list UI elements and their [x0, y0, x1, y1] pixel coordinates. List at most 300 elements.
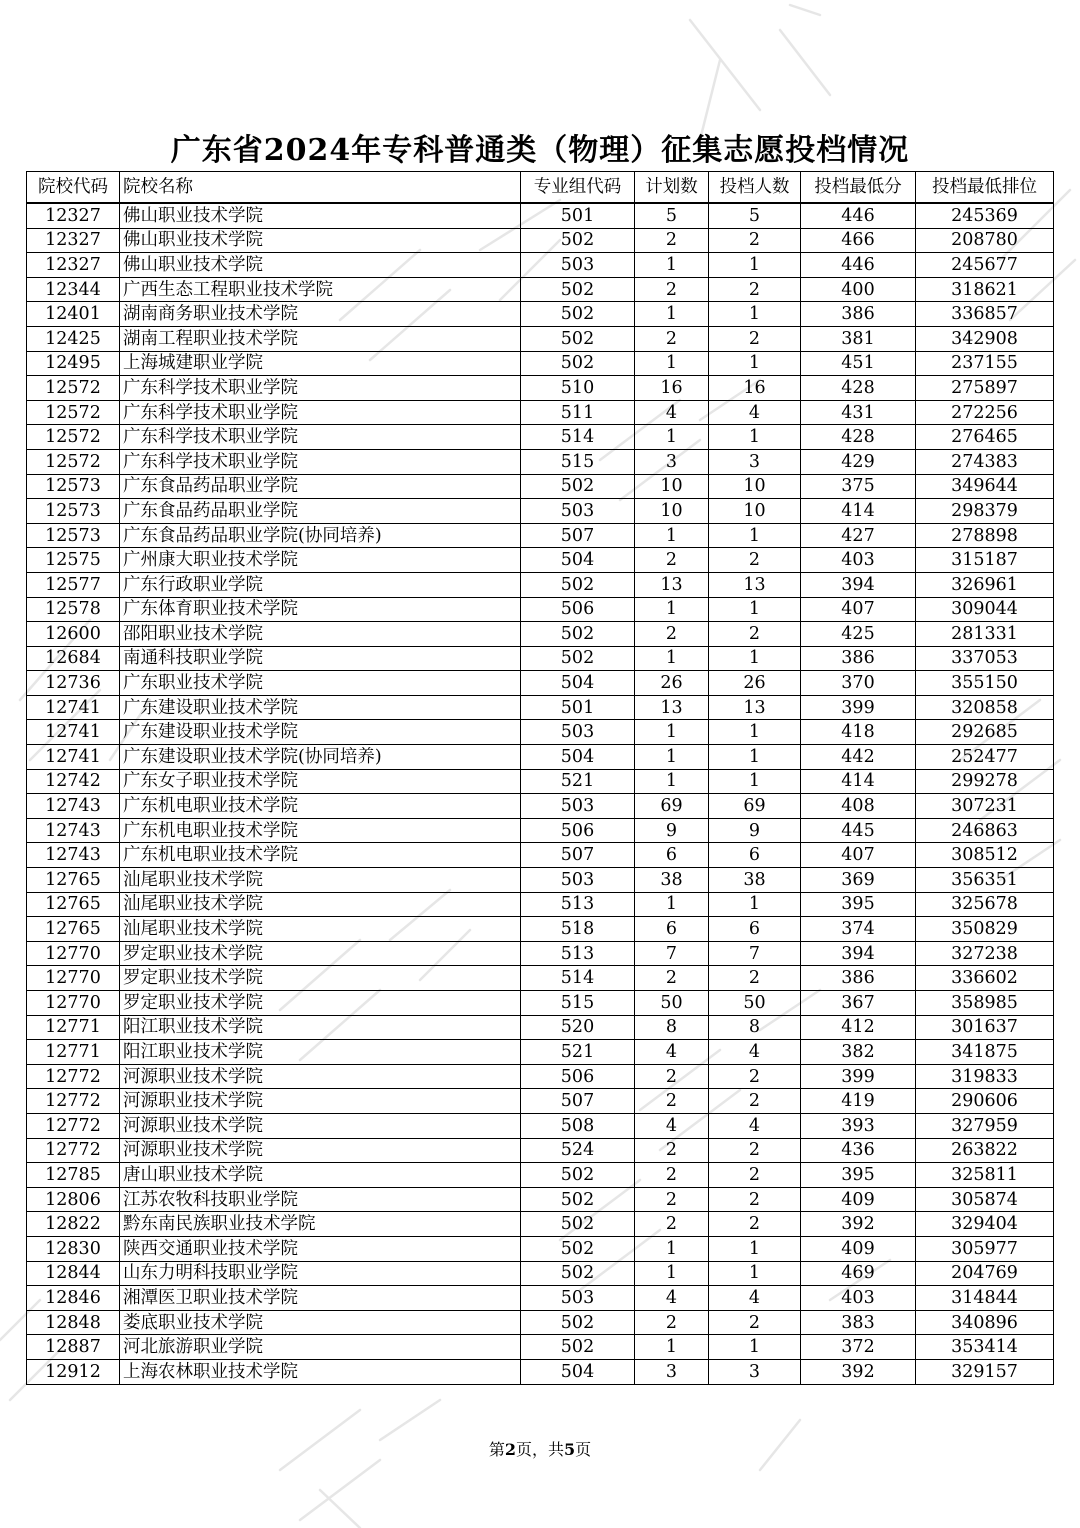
- cell-admitted-count: 5: [709, 203, 801, 228]
- cell-major-group-code: 520: [521, 1015, 635, 1040]
- cell-school-code: 12327: [27, 253, 120, 278]
- cell-min-rank: 307231: [916, 794, 1054, 819]
- cell-min-rank: 246863: [916, 818, 1054, 843]
- cell-school-code: 12573: [27, 523, 120, 548]
- cell-min-rank: 349644: [916, 474, 1054, 499]
- cell-major-group-code: 521: [521, 769, 635, 794]
- cell-school-code: 12401: [27, 302, 120, 327]
- cell-school-name: 罗定职业技术学院: [120, 966, 521, 991]
- cell-admitted-count: 6: [709, 917, 801, 942]
- cell-min-rank: 358985: [916, 991, 1054, 1016]
- cell-admitted-count: 4: [709, 1040, 801, 1065]
- cell-min-score: 399: [801, 1064, 916, 1089]
- cell-major-group-code: 501: [521, 203, 635, 228]
- cell-min-rank: 278898: [916, 523, 1054, 548]
- table-row: [27, 966, 1054, 991]
- footer-prefix: 第: [488, 1440, 505, 1459]
- cell-admitted-count: 2: [709, 228, 801, 253]
- cell-school-code: 12846: [27, 1286, 120, 1311]
- cell-school-code: 12844: [27, 1261, 120, 1286]
- cell-min-rank: 355150: [916, 671, 1054, 696]
- cell-plan-count: 2: [635, 622, 709, 647]
- cell-admitted-count: 2: [709, 1310, 801, 1335]
- table-row: [27, 818, 1054, 843]
- cell-min-rank: 314844: [916, 1286, 1054, 1311]
- table-row: [27, 523, 1054, 548]
- table-row: [27, 474, 1054, 499]
- cell-school-name: 上海城建职业学院: [120, 351, 521, 376]
- cell-plan-count: 2: [635, 1064, 709, 1089]
- cell-major-group-code: 501: [521, 695, 635, 720]
- cell-plan-count: 13: [635, 695, 709, 720]
- cell-min-score: 403: [801, 548, 916, 573]
- cell-plan-count: 7: [635, 941, 709, 966]
- table-row: [27, 499, 1054, 524]
- cell-school-code: 12806: [27, 1187, 120, 1212]
- cell-school-name: 上海农林职业技术学院: [120, 1359, 521, 1384]
- cell-plan-count: 2: [635, 1089, 709, 1114]
- cell-school-name: 佛山职业技术学院: [120, 203, 521, 228]
- cell-major-group-code: 506: [521, 1064, 635, 1089]
- cell-min-score: 403: [801, 1286, 916, 1311]
- cell-admitted-count: 8: [709, 1015, 801, 1040]
- cell-major-group-code: 503: [521, 794, 635, 819]
- cell-school-code: 12572: [27, 425, 120, 450]
- page-footer: [0, 1437, 1080, 1460]
- cell-school-code: 12736: [27, 671, 120, 696]
- cell-admitted-count: 2: [709, 1064, 801, 1089]
- table-row: [27, 1359, 1054, 1384]
- cell-major-group-code: 507: [521, 1089, 635, 1114]
- cell-min-rank: 298379: [916, 499, 1054, 524]
- cell-min-rank: 336602: [916, 966, 1054, 991]
- cell-school-name: 黔东南民族职业技术学院: [120, 1212, 521, 1237]
- cell-min-score: 428: [801, 376, 916, 401]
- cell-min-score: 394: [801, 941, 916, 966]
- cell-school-name: 汕尾职业技术学院: [120, 917, 521, 942]
- cell-min-rank: 252477: [916, 745, 1054, 770]
- cell-min-rank: 309044: [916, 597, 1054, 622]
- cell-admitted-count: 69: [709, 794, 801, 819]
- cell-min-rank: 342908: [916, 326, 1054, 351]
- cell-school-code: 12765: [27, 917, 120, 942]
- cell-plan-count: 26: [635, 671, 709, 696]
- cell-major-group-code: 524: [521, 1138, 635, 1163]
- table-row: [27, 425, 1054, 450]
- cell-min-rank: 340896: [916, 1310, 1054, 1335]
- cell-major-group-code: 513: [521, 892, 635, 917]
- cell-min-score: 428: [801, 425, 916, 450]
- cell-min-score: 436: [801, 1138, 916, 1163]
- table-row: [27, 376, 1054, 401]
- cell-plan-count: 1: [635, 769, 709, 794]
- table-row: [27, 277, 1054, 302]
- cell-school-name: 广东建设职业技术学院(协同培养): [120, 745, 521, 770]
- cell-school-code: 12771: [27, 1015, 120, 1040]
- cell-min-score: 407: [801, 597, 916, 622]
- table-row: [27, 1187, 1054, 1212]
- table-row: [27, 1040, 1054, 1065]
- cell-min-score: 393: [801, 1113, 916, 1138]
- cell-min-score: 370: [801, 671, 916, 696]
- cell-admitted-count: 1: [709, 892, 801, 917]
- table-row: [27, 1212, 1054, 1237]
- cell-major-group-code: 502: [521, 572, 635, 597]
- cell-admitted-count: 6: [709, 843, 801, 868]
- col-header-school-code: 院校代码: [27, 172, 120, 204]
- cell-school-name: 罗定职业技术学院: [120, 991, 521, 1016]
- cell-admitted-count: 38: [709, 868, 801, 893]
- cell-min-score: 400: [801, 277, 916, 302]
- cell-admitted-count: 13: [709, 695, 801, 720]
- cell-plan-count: 2: [635, 228, 709, 253]
- cell-min-rank: 327238: [916, 941, 1054, 966]
- table-row: [27, 1286, 1054, 1311]
- cell-major-group-code: 502: [521, 302, 635, 327]
- cell-major-group-code: 502: [521, 228, 635, 253]
- cell-admitted-count: 4: [709, 1286, 801, 1311]
- cell-major-group-code: 507: [521, 843, 635, 868]
- cell-major-group-code: 502: [521, 277, 635, 302]
- cell-min-score: 375: [801, 474, 916, 499]
- cell-min-rank: 245677: [916, 253, 1054, 278]
- cell-school-code: 12848: [27, 1310, 120, 1335]
- cell-plan-count: 6: [635, 843, 709, 868]
- cell-min-score: 469: [801, 1261, 916, 1286]
- cell-min-score: 395: [801, 1163, 916, 1188]
- cell-school-name: 汕尾职业技术学院: [120, 868, 521, 893]
- cell-min-rank: 245369: [916, 203, 1054, 228]
- cell-min-rank: 290606: [916, 1089, 1054, 1114]
- cell-min-rank: 208780: [916, 228, 1054, 253]
- cell-school-code: 12887: [27, 1335, 120, 1360]
- cell-plan-count: 6: [635, 917, 709, 942]
- cell-admitted-count: 1: [709, 720, 801, 745]
- cell-admitted-count: 16: [709, 376, 801, 401]
- cell-admitted-count: 4: [709, 400, 801, 425]
- table-row: [27, 1138, 1054, 1163]
- cell-plan-count: 2: [635, 1310, 709, 1335]
- cell-admitted-count: 4: [709, 1113, 801, 1138]
- cell-plan-count: 2: [635, 966, 709, 991]
- cell-min-rank: 292685: [916, 720, 1054, 745]
- footer-suffix: 页: [575, 1440, 592, 1459]
- table-row: [27, 794, 1054, 819]
- cell-school-code: 12765: [27, 892, 120, 917]
- cell-school-code: 12772: [27, 1113, 120, 1138]
- cell-school-code: 12772: [27, 1089, 120, 1114]
- cell-plan-count: 1: [635, 425, 709, 450]
- cell-major-group-code: 506: [521, 818, 635, 843]
- cell-plan-count: 4: [635, 1040, 709, 1065]
- cell-admitted-count: 50: [709, 991, 801, 1016]
- cell-major-group-code: 502: [521, 1212, 635, 1237]
- cell-school-name: 广西生态工程职业技术学院: [120, 277, 521, 302]
- cell-major-group-code: 502: [521, 622, 635, 647]
- cell-min-score: 392: [801, 1359, 916, 1384]
- cell-admitted-count: 1: [709, 253, 801, 278]
- cell-major-group-code: 502: [521, 1163, 635, 1188]
- table-row: [27, 622, 1054, 647]
- table-row: [27, 991, 1054, 1016]
- cell-min-score: 408: [801, 794, 916, 819]
- cell-school-name: 江苏农牧科技职业学院: [120, 1187, 521, 1212]
- cell-min-score: 383: [801, 1310, 916, 1335]
- cell-min-score: 386: [801, 302, 916, 327]
- cell-school-name: 唐山职业技术学院: [120, 1163, 521, 1188]
- cell-min-score: 429: [801, 449, 916, 474]
- table-header-row: [27, 172, 1054, 204]
- cell-min-rank: 350829: [916, 917, 1054, 942]
- cell-min-rank: 320858: [916, 695, 1054, 720]
- cell-min-score: 372: [801, 1335, 916, 1360]
- cell-admitted-count: 1: [709, 769, 801, 794]
- cell-major-group-code: 514: [521, 966, 635, 991]
- cell-admitted-count: 2: [709, 548, 801, 573]
- cell-plan-count: 1: [635, 1335, 709, 1360]
- cell-admitted-count: 2: [709, 966, 801, 991]
- cell-min-score: 386: [801, 966, 916, 991]
- cell-school-name: 陕西交通职业技术学院: [120, 1236, 521, 1261]
- admission-table: [26, 171, 1054, 1385]
- cell-min-rank: 319833: [916, 1064, 1054, 1089]
- cell-school-name: 广东食品药品职业学院(协同培养): [120, 523, 521, 548]
- cell-school-code: 12770: [27, 966, 120, 991]
- cell-plan-count: 1: [635, 253, 709, 278]
- cell-school-code: 12577: [27, 572, 120, 597]
- col-header-admitted-count: 投档人数: [709, 172, 801, 204]
- cell-major-group-code: 503: [521, 499, 635, 524]
- cell-major-group-code: 502: [521, 351, 635, 376]
- cell-min-rank: 263822: [916, 1138, 1054, 1163]
- cell-school-name: 湖南商务职业技术学院: [120, 302, 521, 327]
- cell-plan-count: 10: [635, 474, 709, 499]
- col-header-min-rank: 投档最低排位: [916, 172, 1054, 204]
- table-row: [27, 1335, 1054, 1360]
- cell-min-rank: 308512: [916, 843, 1054, 868]
- cell-min-rank: 305874: [916, 1187, 1054, 1212]
- table-row: [27, 1310, 1054, 1335]
- table-row: [27, 1236, 1054, 1261]
- cell-school-name: 佛山职业技术学院: [120, 253, 521, 278]
- cell-major-group-code: 515: [521, 991, 635, 1016]
- cell-school-code: 12743: [27, 843, 120, 868]
- table-row: [27, 868, 1054, 893]
- cell-school-name: 娄底职业技术学院: [120, 1310, 521, 1335]
- table-row: [27, 892, 1054, 917]
- cell-min-score: 425: [801, 622, 916, 647]
- cell-plan-count: 1: [635, 720, 709, 745]
- table-row: [27, 203, 1054, 228]
- table-row: [27, 720, 1054, 745]
- cell-school-name: 湘潭医卫职业技术学院: [120, 1286, 521, 1311]
- cell-school-name: 广东科学技术职业学院: [120, 400, 521, 425]
- cell-plan-count: 5: [635, 203, 709, 228]
- cell-school-code: 12572: [27, 400, 120, 425]
- table-row: [27, 228, 1054, 253]
- cell-admitted-count: 1: [709, 597, 801, 622]
- cell-plan-count: 1: [635, 745, 709, 770]
- cell-major-group-code: 502: [521, 326, 635, 351]
- cell-min-rank: 353414: [916, 1335, 1054, 1360]
- cell-min-rank: 274383: [916, 449, 1054, 474]
- cell-min-rank: 336857: [916, 302, 1054, 327]
- cell-major-group-code: 514: [521, 425, 635, 450]
- cell-plan-count: 9: [635, 818, 709, 843]
- cell-admitted-count: 1: [709, 523, 801, 548]
- cell-school-code: 12495: [27, 351, 120, 376]
- cell-school-code: 12573: [27, 474, 120, 499]
- cell-admitted-count: 1: [709, 425, 801, 450]
- cell-plan-count: 3: [635, 1359, 709, 1384]
- cell-school-name: 河源职业技术学院: [120, 1064, 521, 1089]
- cell-admitted-count: 1: [709, 302, 801, 327]
- cell-major-group-code: 503: [521, 253, 635, 278]
- cell-school-code: 12771: [27, 1040, 120, 1065]
- cell-school-name: 广东机电职业技术学院: [120, 818, 521, 843]
- col-header-school-name: 院校名称: [120, 172, 521, 204]
- cell-admitted-count: 10: [709, 499, 801, 524]
- cell-major-group-code: 515: [521, 449, 635, 474]
- cell-admitted-count: 1: [709, 1335, 801, 1360]
- cell-admitted-count: 7: [709, 941, 801, 966]
- cell-min-score: 414: [801, 769, 916, 794]
- cell-admitted-count: 26: [709, 671, 801, 696]
- cell-min-rank: 276465: [916, 425, 1054, 450]
- cell-plan-count: 2: [635, 1212, 709, 1237]
- cell-school-code: 12785: [27, 1163, 120, 1188]
- cell-school-code: 12578: [27, 597, 120, 622]
- cell-major-group-code: 502: [521, 646, 635, 671]
- cell-school-name: 罗定职业技术学院: [120, 941, 521, 966]
- cell-min-score: 392: [801, 1212, 916, 1237]
- cell-school-code: 12425: [27, 326, 120, 351]
- cell-admitted-count: 2: [709, 1163, 801, 1188]
- cell-min-score: 395: [801, 892, 916, 917]
- cell-min-score: 445: [801, 818, 916, 843]
- cell-min-rank: 272256: [916, 400, 1054, 425]
- cell-min-score: 386: [801, 646, 916, 671]
- cell-min-rank: 237155: [916, 351, 1054, 376]
- table-row: [27, 400, 1054, 425]
- table-row: [27, 597, 1054, 622]
- cell-major-group-code: 511: [521, 400, 635, 425]
- cell-plan-count: 1: [635, 1261, 709, 1286]
- cell-plan-count: 4: [635, 1113, 709, 1138]
- table-row: [27, 548, 1054, 573]
- cell-school-name: 河源职业技术学院: [120, 1138, 521, 1163]
- cell-major-group-code: 510: [521, 376, 635, 401]
- cell-admitted-count: 2: [709, 1089, 801, 1114]
- cell-plan-count: 13: [635, 572, 709, 597]
- cell-school-name: 广东机电职业技术学院: [120, 794, 521, 819]
- cell-plan-count: 16: [635, 376, 709, 401]
- cell-school-code: 12830: [27, 1236, 120, 1261]
- cell-admitted-count: 9: [709, 818, 801, 843]
- table-row: [27, 646, 1054, 671]
- cell-min-rank: 329404: [916, 1212, 1054, 1237]
- table-row: [27, 745, 1054, 770]
- cell-school-code: 12344: [27, 277, 120, 302]
- table-row: [27, 1261, 1054, 1286]
- cell-major-group-code: 502: [521, 1236, 635, 1261]
- cell-plan-count: 2: [635, 548, 709, 573]
- footer-page-number: 2: [504, 1440, 516, 1459]
- cell-min-score: 409: [801, 1236, 916, 1261]
- cell-major-group-code: 503: [521, 1286, 635, 1311]
- cell-major-group-code: 518: [521, 917, 635, 942]
- cell-admitted-count: 3: [709, 1359, 801, 1384]
- cell-min-rank: 327959: [916, 1113, 1054, 1138]
- cell-school-code: 12743: [27, 794, 120, 819]
- cell-plan-count: 4: [635, 400, 709, 425]
- cell-min-score: 451: [801, 351, 916, 376]
- cell-school-name: 佛山职业技术学院: [120, 228, 521, 253]
- cell-min-score: 367: [801, 991, 916, 1016]
- cell-min-rank: 326961: [916, 572, 1054, 597]
- table-row: [27, 1113, 1054, 1138]
- cell-admitted-count: 1: [709, 646, 801, 671]
- table-row: [27, 351, 1054, 376]
- footer-mid: 页，共: [515, 1440, 564, 1459]
- cell-min-rank: 325678: [916, 892, 1054, 917]
- cell-school-name: 湖南工程职业技术学院: [120, 326, 521, 351]
- cell-school-code: 12327: [27, 228, 120, 253]
- cell-min-score: 419: [801, 1089, 916, 1114]
- cell-major-group-code: 513: [521, 941, 635, 966]
- cell-major-group-code: 504: [521, 671, 635, 696]
- cell-min-rank: 275897: [916, 376, 1054, 401]
- cell-admitted-count: 3: [709, 449, 801, 474]
- cell-min-rank: 329157: [916, 1359, 1054, 1384]
- cell-min-rank: 305977: [916, 1236, 1054, 1261]
- cell-school-code: 12741: [27, 720, 120, 745]
- cell-min-rank: 299278: [916, 769, 1054, 794]
- cell-plan-count: 1: [635, 597, 709, 622]
- cell-plan-count: 1: [635, 302, 709, 327]
- table-row: [27, 1064, 1054, 1089]
- cell-admitted-count: 1: [709, 1261, 801, 1286]
- cell-min-score: 442: [801, 745, 916, 770]
- cell-school-name: 广东建设职业技术学院: [120, 720, 521, 745]
- cell-school-name: 广东职业技术学院: [120, 671, 521, 696]
- cell-major-group-code: 502: [521, 474, 635, 499]
- cell-min-score: 414: [801, 499, 916, 524]
- cell-school-code: 12822: [27, 1212, 120, 1237]
- cell-major-group-code: 508: [521, 1113, 635, 1138]
- cell-min-rank: 281331: [916, 622, 1054, 647]
- cell-admitted-count: 1: [709, 745, 801, 770]
- cell-min-rank: 301637: [916, 1015, 1054, 1040]
- cell-school-name: 广东体育职业技术学院: [120, 597, 521, 622]
- cell-plan-count: 2: [635, 1187, 709, 1212]
- cell-min-score: 427: [801, 523, 916, 548]
- cell-school-name: 汕尾职业技术学院: [120, 892, 521, 917]
- table-row: [27, 1015, 1054, 1040]
- cell-school-code: 12770: [27, 991, 120, 1016]
- table-row: [27, 843, 1054, 868]
- cell-school-name: 广东行政职业学院: [120, 572, 521, 597]
- cell-plan-count: 1: [635, 1236, 709, 1261]
- cell-min-score: 394: [801, 572, 916, 597]
- cell-admitted-count: 2: [709, 326, 801, 351]
- cell-plan-count: 4: [635, 1286, 709, 1311]
- table-row: [27, 572, 1054, 597]
- cell-min-score: 409: [801, 1187, 916, 1212]
- table-row: [27, 253, 1054, 278]
- cell-min-score: 382: [801, 1040, 916, 1065]
- cell-school-name: 广东机电职业技术学院: [120, 843, 521, 868]
